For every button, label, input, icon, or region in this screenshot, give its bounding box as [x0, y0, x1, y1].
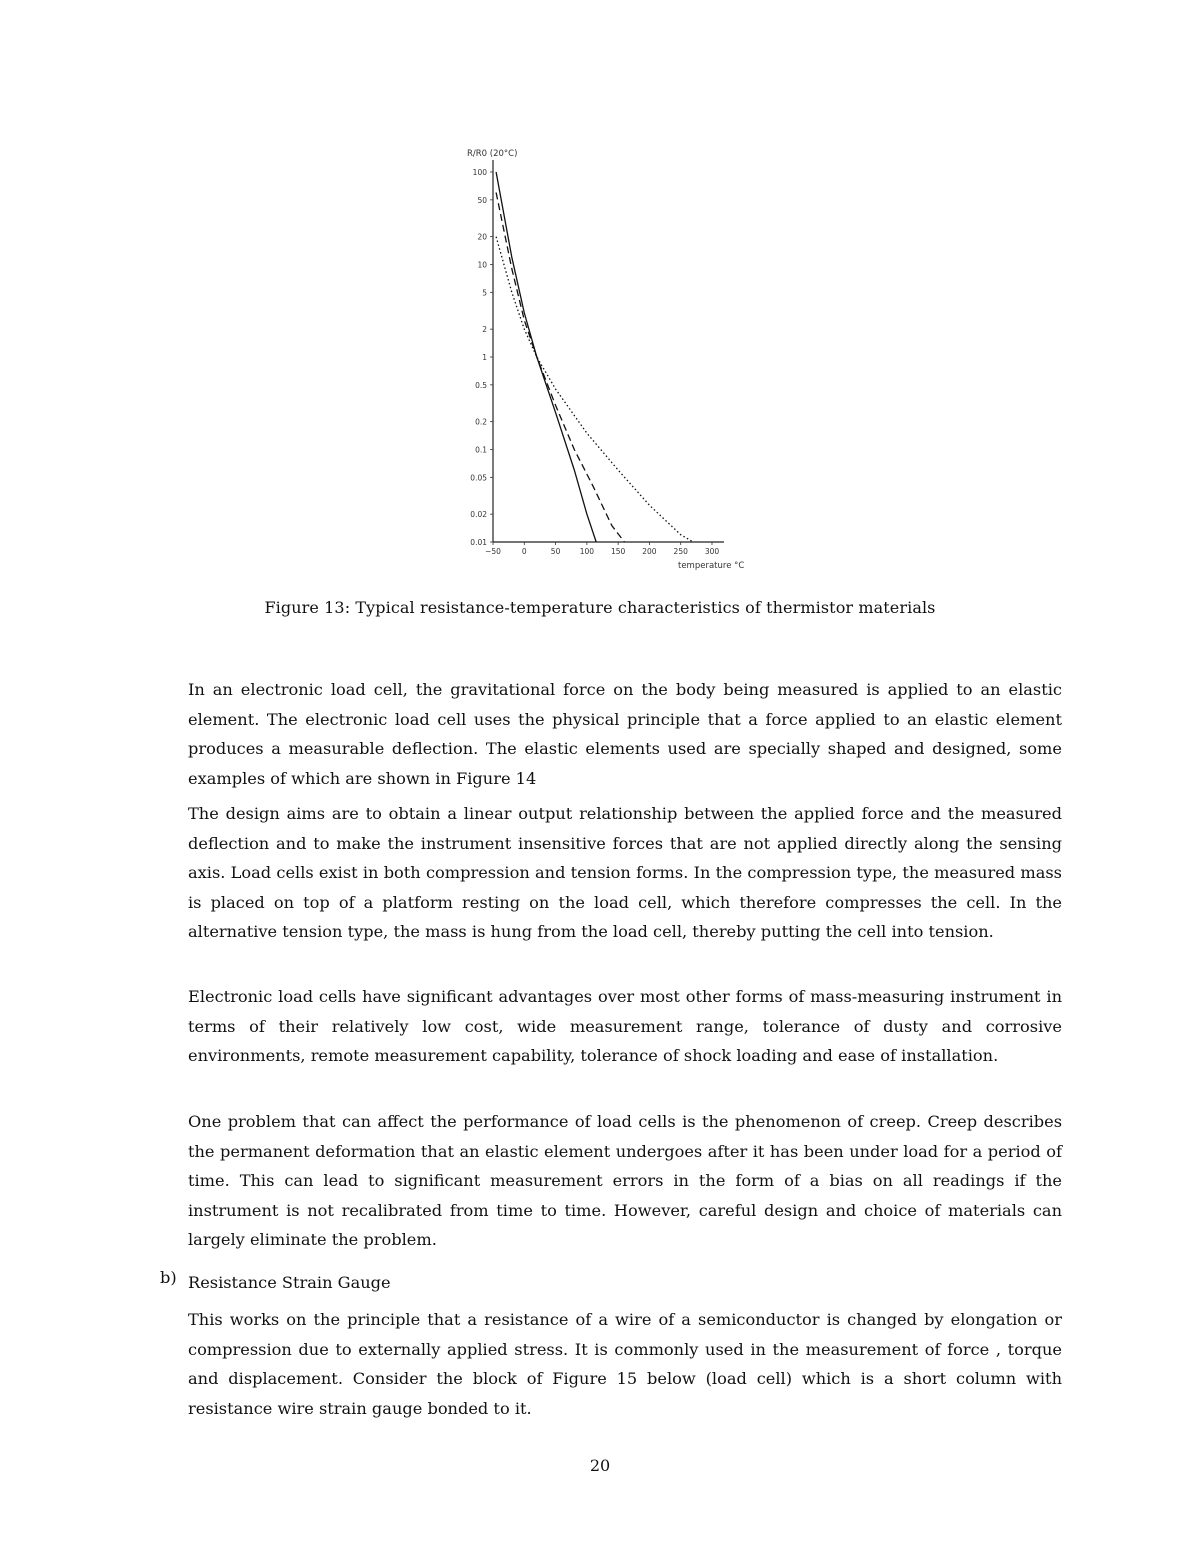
x-tick-label: −50	[485, 547, 501, 556]
x-ticks	[485, 542, 719, 556]
y-tick-label: 0.01	[470, 538, 487, 547]
series-line-solid	[496, 172, 596, 542]
x-tick-label: 250	[673, 547, 688, 556]
list-item-title: Resistance Strain Gauge	[188, 1273, 391, 1292]
y-tick-label: 0.02	[470, 510, 487, 520]
paragraph-creep: One problem that can affect the performance of load cells is the phenomenon of creep. Creep describes the permanent deformation that an elastic element undergoes after it has been under load for a period of time. This can lead to significant measurement errors in the form of a bias on all readings if the instrument is not recalibrated from time to time. However, careful design and choice of materials can largely eliminate the problem.	[188, 1112, 1062, 1249]
paragraph-load-cell: In an electronic load cell, the gravitational force on the body being measured is applied to an elastic element. The electronic load cell uses the physical principle that a force applied to an elastic element produces a measurable deflection. The elastic elements used are specially shaped and designed, some examples of which are shown in Figure 14	[188, 680, 1062, 788]
x-tick-label: 50	[550, 547, 561, 556]
x-tick-label: 200	[642, 547, 657, 556]
x-tick-label: 150	[610, 547, 626, 556]
y-tick-label: 1	[482, 353, 487, 362]
series-line-dashed	[496, 193, 624, 543]
y-tick-label: 0.2	[475, 417, 487, 427]
y-tick-label: 2	[482, 325, 487, 335]
thermistor-chart	[450, 130, 770, 580]
page-number: 20	[589, 1456, 611, 1475]
y-tick-label: 0.5	[475, 380, 487, 390]
x-tick-label: 300	[704, 547, 720, 556]
y-tick-label: 5	[482, 288, 487, 298]
list-item-body: This works on the principle that a resistance of a wire of a semiconductor is changed by elongation or compression due to externally applied stress. It is commonly used in the measurement of force , torque and displacement. Consider the block of Figure 15 below (load cell) which is a short column with resistance wire strain gauge bonded to it.	[188, 1310, 1062, 1418]
y-tick-label: 20	[477, 232, 487, 242]
x-axis-label: temperature °C	[678, 561, 745, 571]
chart-series	[496, 172, 693, 542]
y-ticks	[470, 168, 493, 547]
y-tick-label: 100	[472, 168, 487, 177]
figure-caption: Figure 13: Typical resistance-temperature characteristics of thermistor materials	[264, 598, 936, 617]
paragraph-design-aims: The design aims are to obtain a linear output relationship between the applied force and the measured deflection and to make the instrument insensitive forces that are not applied directly along the sensing axis. Load cells exist in both compression and tension forms. In the compression type, the measured mass is placed on top of a platform resting on the load cell, which therefore compresses the cell. In the alternative tension type, the mass is hung from the load cell, thereby putting the cell into tension.	[188, 804, 1062, 941]
y-tick-label: 0.1	[475, 445, 487, 455]
paragraph-advantages: Electronic load cells have significant advantages over most other forms of mass-measuring instrument in terms of their relatively low cost, wide measurement range, tolerance of dusty and corrosive environments, remote measurement capability, tolerance of shock loading and ease of installation.	[188, 987, 1062, 1065]
y-tick-label: 50	[477, 195, 487, 205]
x-tick-label: 100	[579, 547, 595, 556]
y-axis-label: R/R0 (20°C)	[467, 149, 518, 159]
list-marker: b)	[160, 1268, 177, 1287]
series-line-dotted	[496, 237, 693, 542]
x-tick-label: 0	[521, 547, 527, 556]
y-tick-label: 0.05	[470, 473, 487, 483]
y-tick-label: 10	[477, 260, 487, 270]
chart-axes	[493, 160, 724, 542]
chart-svg	[450, 130, 770, 580]
